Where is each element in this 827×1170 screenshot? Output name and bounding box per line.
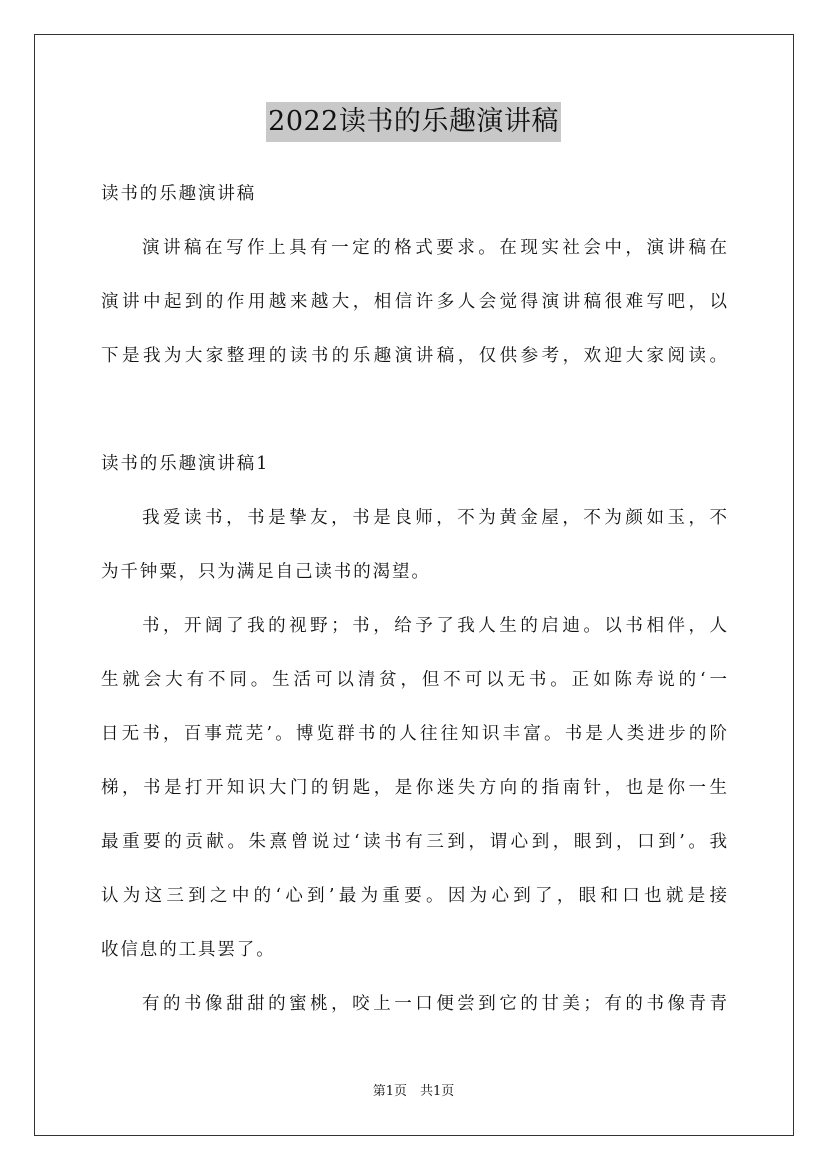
- paragraph-line: 下是我为大家整理的读书的乐趣演讲稿，仅供参考，欢迎大家阅读。: [101, 346, 727, 366]
- paragraph-line: 为千钟粟，只为满足自己读书的渴望。: [101, 562, 431, 582]
- paragraph-line: 有的书像甜甜的蜜桃，咬上一口便尝到它的甘美；有的书像青青: [142, 994, 727, 1014]
- title-container: [0, 102, 827, 142]
- paragraph-line: 生就会大有不同。生活可以清贫，但不可以无书。正如陈寿说的‘一: [101, 670, 727, 690]
- paragraph-line: 演讲稿在写作上具有一定的格式要求。在现实社会中，演讲稿在: [142, 238, 727, 258]
- paragraph-line: 日无书，百事荒芜’。博览群书的人往往知识丰富。书是人类进步的阶: [101, 724, 727, 744]
- page-footer: 第1页 共1页: [372, 1084, 455, 1099]
- paragraph-line: 演讲中起到的作用越来越大，相信许多人会觉得演讲稿很难写吧，以: [101, 292, 727, 312]
- paragraph-line: 收信息的工具罢了。: [101, 940, 276, 960]
- section-heading-intro: 读书的乐趣演讲稿: [101, 184, 257, 204]
- section-heading-1: 读书的乐趣演讲稿1: [101, 454, 270, 474]
- paragraph-line: 书，开阔了我的视野；书，给予了我人生的启迪。以书相伴，人: [142, 616, 727, 636]
- document-title: 2022读书的乐趣演讲稿: [266, 102, 561, 142]
- paragraph-line: 我爱读书，书是挚友，书是良师，不为黄金屋，不为颜如玉，不: [142, 508, 727, 528]
- paragraph-line: 梯，书是打开知识大门的钥匙，是你迷失方向的指南针，也是你一生: [101, 778, 727, 798]
- paragraph-line: 最重要的贡献。朱熹曾说过‘读书有三到，谓心到，眼到，口到’。我: [101, 832, 727, 852]
- paragraph-line: 认为这三到之中的‘心到’最为重要。因为心到了，眼和口也就是接: [101, 886, 727, 906]
